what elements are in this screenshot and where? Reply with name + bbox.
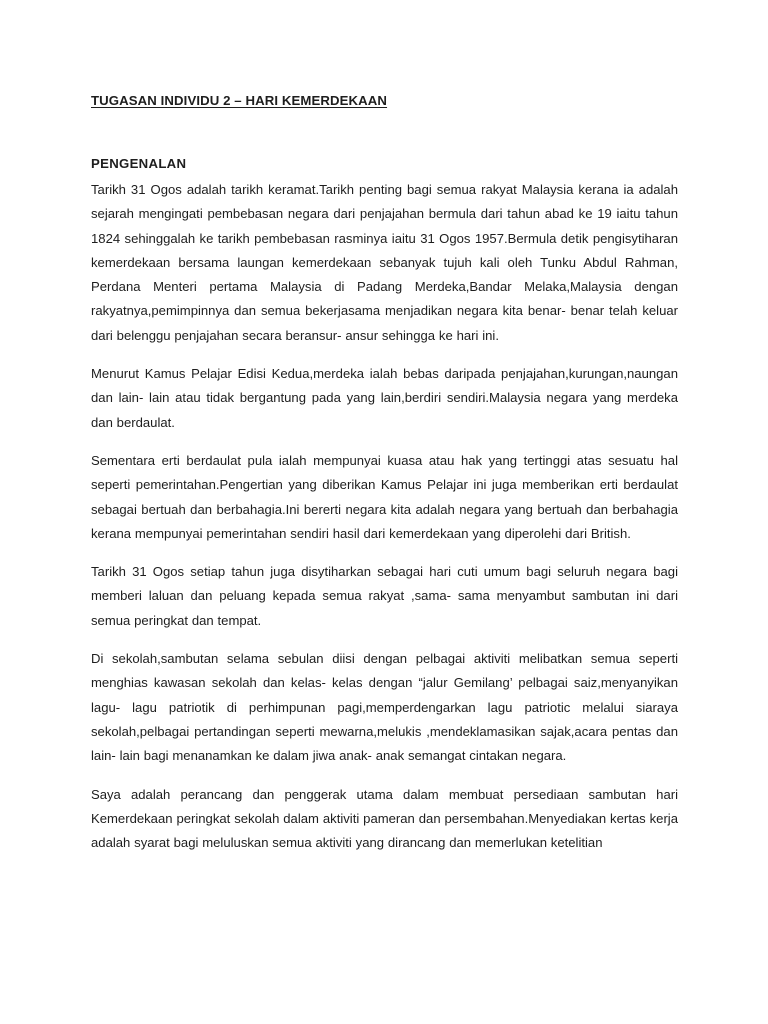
document-title: TUGASAN INDIVIDU 2 – HARI KEMERDEKAAN	[91, 93, 388, 108]
paragraph: Di sekolah,sambutan selama sebulan diisi dengan pelbagai aktiviti melibatkan semua seperti menghias kawasan sekolah dan kelas- kelas dengan “jalur Gemilang’ pelbagai saiz,menyanyikan lagu- lagu patriotik di perhimpunan pagi,memperdengarkan lagu patriotic melalui siaraya sekolah,pelbagai pertandingan seperti mewarna,melukis ,mendeklamasikan sajak,acara pentas dan lain- lain bagi menanamkan ke dalam jiwa anak- anak semangat cintakan negara.	[91, 651, 678, 764]
section-heading: PENGENALAN	[91, 156, 187, 171]
paragraph: Saya adalah perancang dan penggerak utama dalam membuat persediaan sambutan hari Kemerdekaan peringkat sekolah dalam aktiviti pameran dan persembahan.Menyediakan kertas kerja adalah syarat bagi meluluskan semua aktiviti yang dirancang dan memerlukan ketelitian	[91, 786, 678, 851]
paragraph: Sementara erti berdaulat pula ialah mempunyai kuasa atau hak yang tertinggi atas sesuatu hal seperti pemerintahan.Pengertian yang diberikan Kamus Pelajar ini juga memberikan erti berdaulat sebagai bertuah dan berbahagia.Ini bererti negara kita adalah negara yang bertuah dan berbahagia kerana mempunyai pemerintahan sendiri hasil dari kemerdekaan yang diperolehi dari British.	[91, 452, 678, 541]
paragraph: Tarikh 31 Ogos adalah tarikh keramat.Tarikh penting bagi semua rakyat Malaysia kerana ia adalah sejarah mengingati pembebasan negara dari penjajahan bermula dari tahun abad ke 19 iaitu tahun 1824 sehinggalah ke tarikh pembebasan rasminya iaitu 31 Ogos 1957.Bermula detik pengisytiharan kemerdekaan bersama laungan kemerdekaan sebanyak tujuh kali oleh Tunku Abdul Rahman, Perdana Menteri pertama Malaysia di Padang Merdeka,Bandar Melaka,Malaysia dengan rakyatnya,pemimpinnya dan semua bekerjasama menjadikan negara kita benar- benar telah keluar dari belenggu penjajahan secara beransur- ansur sehingga ke hari ini.	[91, 182, 678, 343]
document-body	[91, 91, 678, 855]
paragraph: Menurut Kamus Pelajar Edisi Kedua,merdeka ialah bebas daripada penjajahan,kurungan,naungan dan lain- lain atau tidak bergantung pada yang lain,berdiri sendiri.Malaysia negara yang merdeka dan berdaulat.	[91, 366, 678, 430]
paragraph: Tarikh 31 Ogos setiap tahun juga disytiharkan sebagai hari cuti umum bagi seluruh negara bagi memberi laluan dan peluang kepada semua rakyat ,sama- sama menyambut sambutan ini dari semua peringkat dan tempat.	[91, 564, 678, 628]
